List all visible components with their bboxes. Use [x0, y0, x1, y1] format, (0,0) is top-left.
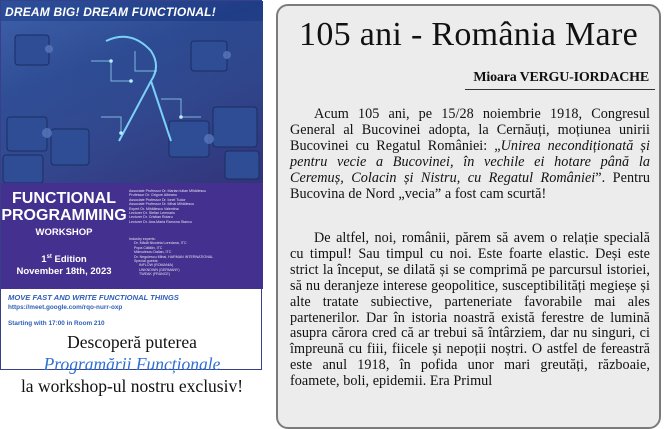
speaker-item: Lecturer Dr. Cristian Rotaru	[129, 215, 173, 220]
speaker-item: Professor Dr. Grigore Albeanu	[129, 193, 177, 198]
poster-edition	[1, 251, 127, 278]
speaker-item: Lecturer Dr. Ana-Maria Ramona Stancu	[129, 219, 192, 224]
edition-suffix: st	[46, 254, 52, 260]
article-author: Mioara VERGU-IORDACHE	[473, 70, 649, 85]
poster-title	[1, 190, 127, 224]
speaker-item: Associate Professor Dr. Marian Iulian Mihăilescu	[129, 189, 207, 193]
poster-title-line2: PROGRAMMING	[1, 207, 127, 224]
poster-exclusive-text: la workshop-ul nostru exclusiv!	[20, 376, 244, 396]
expert-item: Dr. Mădă Nicoleta Loredana, ITC	[134, 241, 187, 246]
workshop-poster	[0, 0, 262, 396]
expert-item: Dr. Negulescu Mihai, HARMAN INTERNATIONAL	[134, 254, 214, 259]
meet-link[interactable]: https://meet.google.com/rqo-nurr-oxp	[8, 304, 123, 311]
expert-item: Popa Cătălin, ITC	[134, 245, 163, 250]
expert-item: UNKNOWN (GERMANY)	[139, 267, 180, 272]
speaker-list	[129, 189, 259, 224]
edition-word: Edition	[51, 254, 87, 266]
article-title: 105 ani - România Mare	[299, 16, 638, 53]
article-panel	[276, 4, 661, 429]
speaker-item: Associate Professor Dr. Mihai Mihăilescu	[129, 202, 195, 207]
start-time: Starting with 17:00 in Room 210	[8, 320, 105, 327]
expert-item: Special guests:	[134, 259, 159, 264]
expert-list	[129, 237, 259, 277]
poster-header-image	[1, 1, 263, 183]
expert-item: TWEAK (FRANCE)	[139, 272, 170, 277]
speaker-item: Associate Professor Dr. Ionel Tudor	[129, 197, 186, 202]
edition-number: 1	[41, 254, 47, 266]
expert-item: Industry experts:	[129, 237, 156, 241]
speaker-item: Expert Dr. Mihăilescu Valentina	[129, 206, 179, 211]
expert-item: INFLOW (ROMANIA)	[139, 263, 174, 268]
author-divider	[465, 89, 655, 90]
poster-workshop-label: WORKSHOP	[35, 227, 93, 238]
poster-programming-text: Programării Funcționale	[43, 354, 221, 374]
poster-date: November 18th, 2023	[16, 266, 112, 278]
poster-discover-text: Descoperă puterea	[67, 332, 197, 352]
paragraph-quote: Unirea necondiționată și pentru vecie a Bucovinei, în vechile ei hotare până la Ceremuș, Colacin și Nistru, cu Regatul României	[290, 137, 650, 186]
paragraph-text: Acum 105 ani, pe 15/28 noiembrie 1918, Congresul General al Bucovinei adopta, la Cernăuți, moțiunea unirii Bucovinei cu Regatul României: „	[290, 106, 650, 154]
article-paragraph: De altfel, noi, românii, părem să avem o relație specială cu timpul! Sau timpul cu noi. Este foarte elastic. Deși este strict la început, se dilată și se comprimă pe parcursul istoriei, să nu deranjeze interese geopolitice, susceptibilități megieșe și alte tratate subiective, parteneriate favorabile mai ales partenerilor. Dar în istoria noastră există ferestre de lumină asupra cărora cred că ar trebui să întârziem, dar nu singuri, ci împreună cu fiii, fiicele și nepoții noștri. O astfel de fereastră este anul 1918, în pofida unor mari greutăți, războaie, foamete, boli, epidemii. Era Primul	[290, 230, 650, 390]
speaker-item: Lecturer Dr. Stefan Lemnariu	[129, 211, 176, 216]
paragraph-text: ”. Pentru Bucovina de Nord „vecia” a fost cam scurtă!	[290, 169, 650, 202]
puzzle-lambda-illustration	[1, 21, 263, 183]
poster-title-line1: FUNCTIONAL	[12, 190, 116, 207]
poster-slogan: MOVE FAST AND WRITE FUNCTIONAL THINGS	[8, 293, 179, 302]
expert-item: Mărculescu Dalian, ITC	[134, 250, 172, 255]
article-paragraph	[290, 107, 650, 202]
poster-banner: DREAM BIG! DREAM FUNCTIONAL!	[5, 5, 216, 19]
